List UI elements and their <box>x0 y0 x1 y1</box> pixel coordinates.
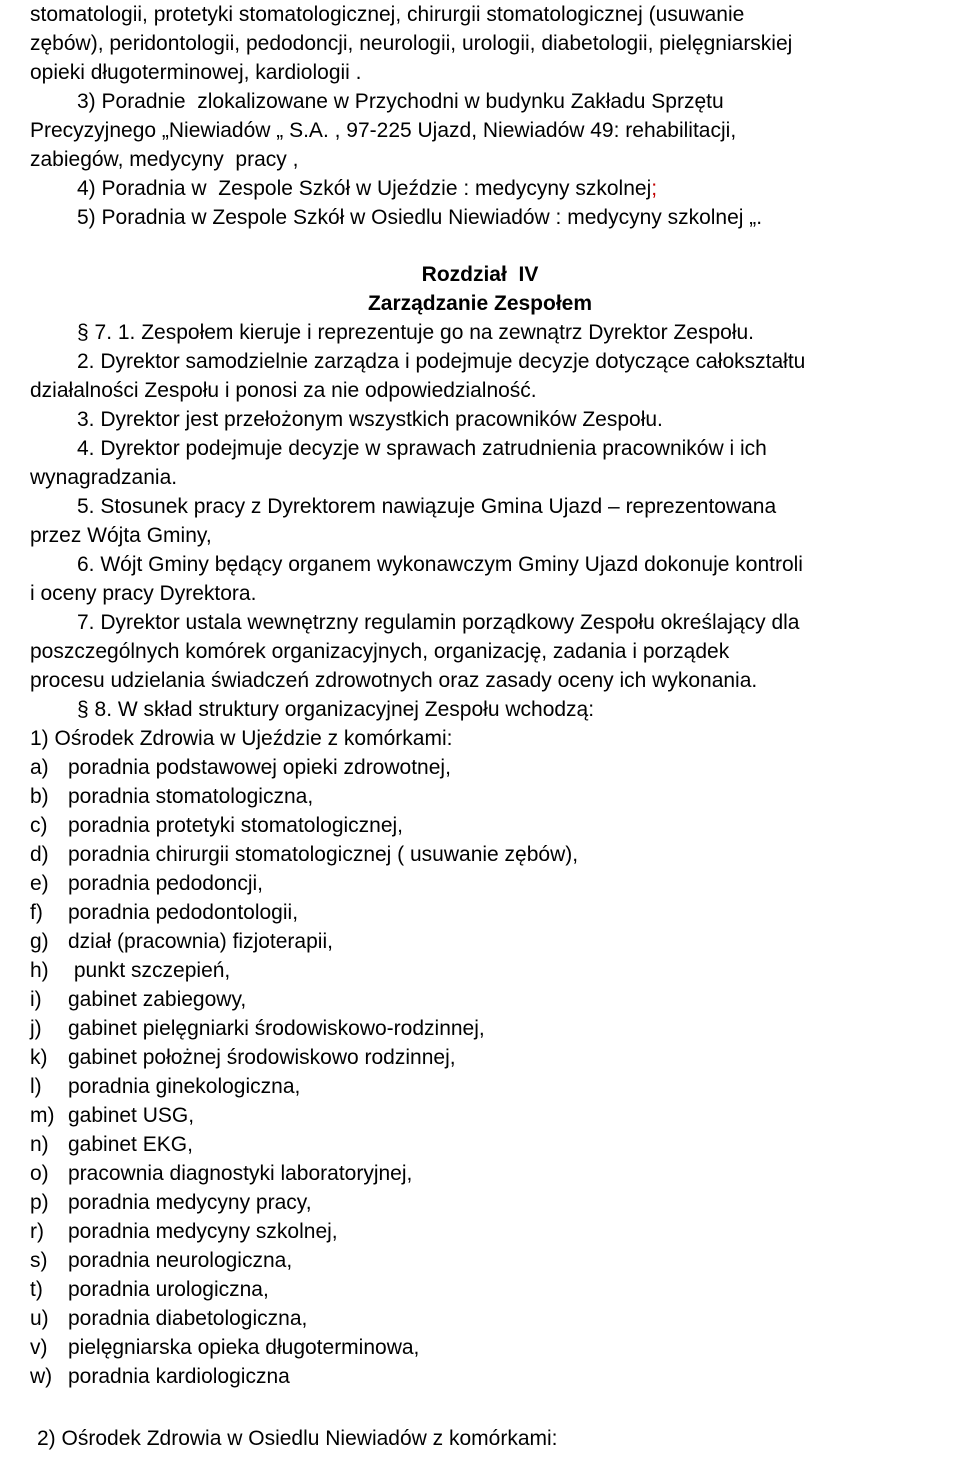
list-item <box>30 1248 292 1273</box>
list-item <box>30 1132 193 1157</box>
paragraph-line: 5. Stosunek pracy z Dyrektorem nawiązuje Gmina Ujazd – reprezentowana <box>77 495 777 518</box>
list-item <box>30 755 451 780</box>
body-text-line: stomatologii, protetyki stomatologicznej, chirurgii stomatologicznej (usuwanie <box>30 3 745 26</box>
list-item-label: f) <box>30 901 43 924</box>
list-item-text: punkt szczepień, <box>68 959 231 982</box>
list-item <box>30 1335 419 1360</box>
list-item-label: k) <box>30 1046 48 1069</box>
paragraph-line: poszczególnych komórek organizacyjnych, organizację, zadania i porządek <box>30 640 730 663</box>
list-item <box>30 1306 307 1331</box>
list-item-text: poradnia medycyny pracy, <box>68 1191 312 1214</box>
body-text-line: opieki długoterminowej, kardiologii . <box>30 61 362 84</box>
paragraph-line: procesu udzielania świadczeń zdrowotnych oraz zasady oceny ich wykonania. <box>30 669 758 692</box>
list-item <box>30 929 333 954</box>
list-item <box>30 1364 290 1389</box>
list-item-text: gabinet położnej środowiskowo rodzinnej, <box>68 1046 456 1069</box>
list-item <box>30 1016 485 1041</box>
red-semicolon: ; <box>651 177 658 200</box>
list-item-text: gabinet pielęgniarki środowiskowo-rodzinnej, <box>68 1017 485 1040</box>
list-item-text: poradnia ginekologiczna, <box>68 1075 301 1098</box>
list-item-text: gabinet USG, <box>68 1104 195 1127</box>
list-item-label: v) <box>30 1336 48 1359</box>
paragraph-line: § 7. 1. Zespołem kieruje i reprezentuje go na zewnątrz Dyrektor Zespołu. <box>77 321 754 344</box>
body-text-line <box>77 176 657 201</box>
paragraph-line: 4. Dyrektor podejmuje decyzje w sprawach zatrudnienia pracowników i ich <box>77 437 767 460</box>
list-item <box>30 1219 338 1244</box>
list-item-label: w) <box>30 1365 53 1388</box>
list-item <box>30 1161 412 1186</box>
list-item-label: j) <box>30 1017 42 1040</box>
list-item-label: c) <box>30 814 48 837</box>
list-item-label: s) <box>30 1249 48 1272</box>
list-item <box>30 784 313 809</box>
body-text-line: Precyzyjnego „Niewiadów „ S.A. , 97-225 Ujazd, Niewiadów 49: rehabilitacji, <box>30 119 737 142</box>
list-group-heading: 1) Ośrodek Zdrowia w Ujeździe z komórkami: <box>30 727 453 750</box>
list-item <box>30 1045 456 1070</box>
list-item-label: d) <box>30 843 49 866</box>
list-item-text: poradnia neurologiczna, <box>68 1249 293 1272</box>
body-text-line: 3) Poradnie zlokalizowane w Przychodni w budynku Zakładu Sprzętu <box>77 90 724 113</box>
body-text-line: 5) Poradnia w Zespole Szkół w Osiedlu Niewiadów : medycyny szkolnej „. <box>77 206 763 229</box>
paragraph-line: 7. Dyrektor ustala wewnętrzny regulamin porządkowy Zespołu określający dla <box>77 611 800 634</box>
list-item-label: t) <box>30 1278 43 1301</box>
list-item <box>30 813 403 838</box>
list-item-text: poradnia podstawowej opieki zdrowotnej, <box>68 756 451 779</box>
list-item <box>30 871 263 896</box>
list-item-label: e) <box>30 872 49 895</box>
paragraph-line: i oceny pracy Dyrektora. <box>30 582 257 605</box>
list-item-label: r) <box>30 1220 44 1243</box>
list-item-label: b) <box>30 785 49 808</box>
list-item-text: poradnia chirurgii stomatologicznej ( usuwanie zębów), <box>68 843 579 866</box>
list-item-label: a) <box>30 756 49 779</box>
list-item-text: poradnia kardiologiczna <box>68 1365 290 1388</box>
body-text: 4) Poradnia w Zespole Szkół w Ujeździe : medycyny szkolnej <box>77 177 652 200</box>
list-item-text: gabinet EKG, <box>68 1133 193 1156</box>
list-item-text: gabinet zabiegowy, <box>68 988 247 1011</box>
list-item-text: dział (pracownia) fizjoterapii, <box>68 930 333 953</box>
list-item-text: poradnia pedodontologii, <box>68 901 299 924</box>
list-item-label: l) <box>30 1075 42 1098</box>
list-item-label: g) <box>30 930 49 953</box>
list-item-label: i) <box>30 988 42 1011</box>
list-item-text: pracownia diagnostyki laboratoryjnej, <box>68 1162 413 1185</box>
list-item-label: m) <box>30 1104 55 1127</box>
list-item-label: u) <box>30 1307 49 1330</box>
list-item-label: h) <box>30 959 49 982</box>
list-item <box>30 1103 194 1128</box>
list-item-text: poradnia pedodoncji, <box>68 872 263 895</box>
list-group-heading: 2) Ośrodek Zdrowia w Osiedlu Niewiadów z komórkami: <box>37 1427 558 1450</box>
body-text-line: zabiegów, medycyny pracy , <box>30 148 299 171</box>
paragraph-line: 6. Wójt Gminy będący organem wykonawczym Gminy Ujazd dokonuje kontroli <box>77 553 803 576</box>
list-item-label: p) <box>30 1191 49 1214</box>
paragraph-line: § 8. W skład struktury organizacyjnej Zespołu wchodzą: <box>77 698 595 721</box>
paragraph-line: przez Wójta Gminy, <box>30 524 212 547</box>
chapter-number: Rozdział IV <box>421 263 539 286</box>
list-item-text: poradnia urologiczna, <box>68 1278 269 1301</box>
paragraph-line: 3. Dyrektor jest przełożonym wszystkich pracowników Zespołu. <box>77 408 663 431</box>
list-item-text: poradnia medycyny szkolnej, <box>68 1220 338 1243</box>
body-text-line: zębów), peridontologii, pedodoncji, neurologii, urologii, diabetologii, pielęgniarskiej <box>30 32 793 55</box>
list-item-text: pielęgniarska opieka długoterminowa, <box>68 1336 420 1359</box>
chapter-title: Zarządzanie Zespołem <box>367 292 593 315</box>
list-item <box>30 1074 300 1099</box>
paragraph-line: 2. Dyrektor samodzielnie zarządza i podejmuje decyzje dotyczące całokształtu <box>77 350 806 373</box>
list-item-text: poradnia protetyki stomatologicznej, <box>68 814 404 837</box>
list-item <box>30 1277 269 1302</box>
list-item-text: poradnia stomatologiczna, <box>68 785 314 808</box>
list-item <box>30 958 230 983</box>
list-item <box>30 900 298 925</box>
list-item <box>30 987 246 1012</box>
list-item-text: poradnia diabetologiczna, <box>68 1307 308 1330</box>
list-item-label: o) <box>30 1162 49 1185</box>
paragraph-line: działalności Zespołu i ponosi za nie odpowiedzialność. <box>30 379 537 402</box>
paragraph-line: wynagradzania. <box>30 466 178 489</box>
list-item-label: n) <box>30 1133 49 1156</box>
list-item <box>30 1190 312 1215</box>
list-item <box>30 842 578 867</box>
